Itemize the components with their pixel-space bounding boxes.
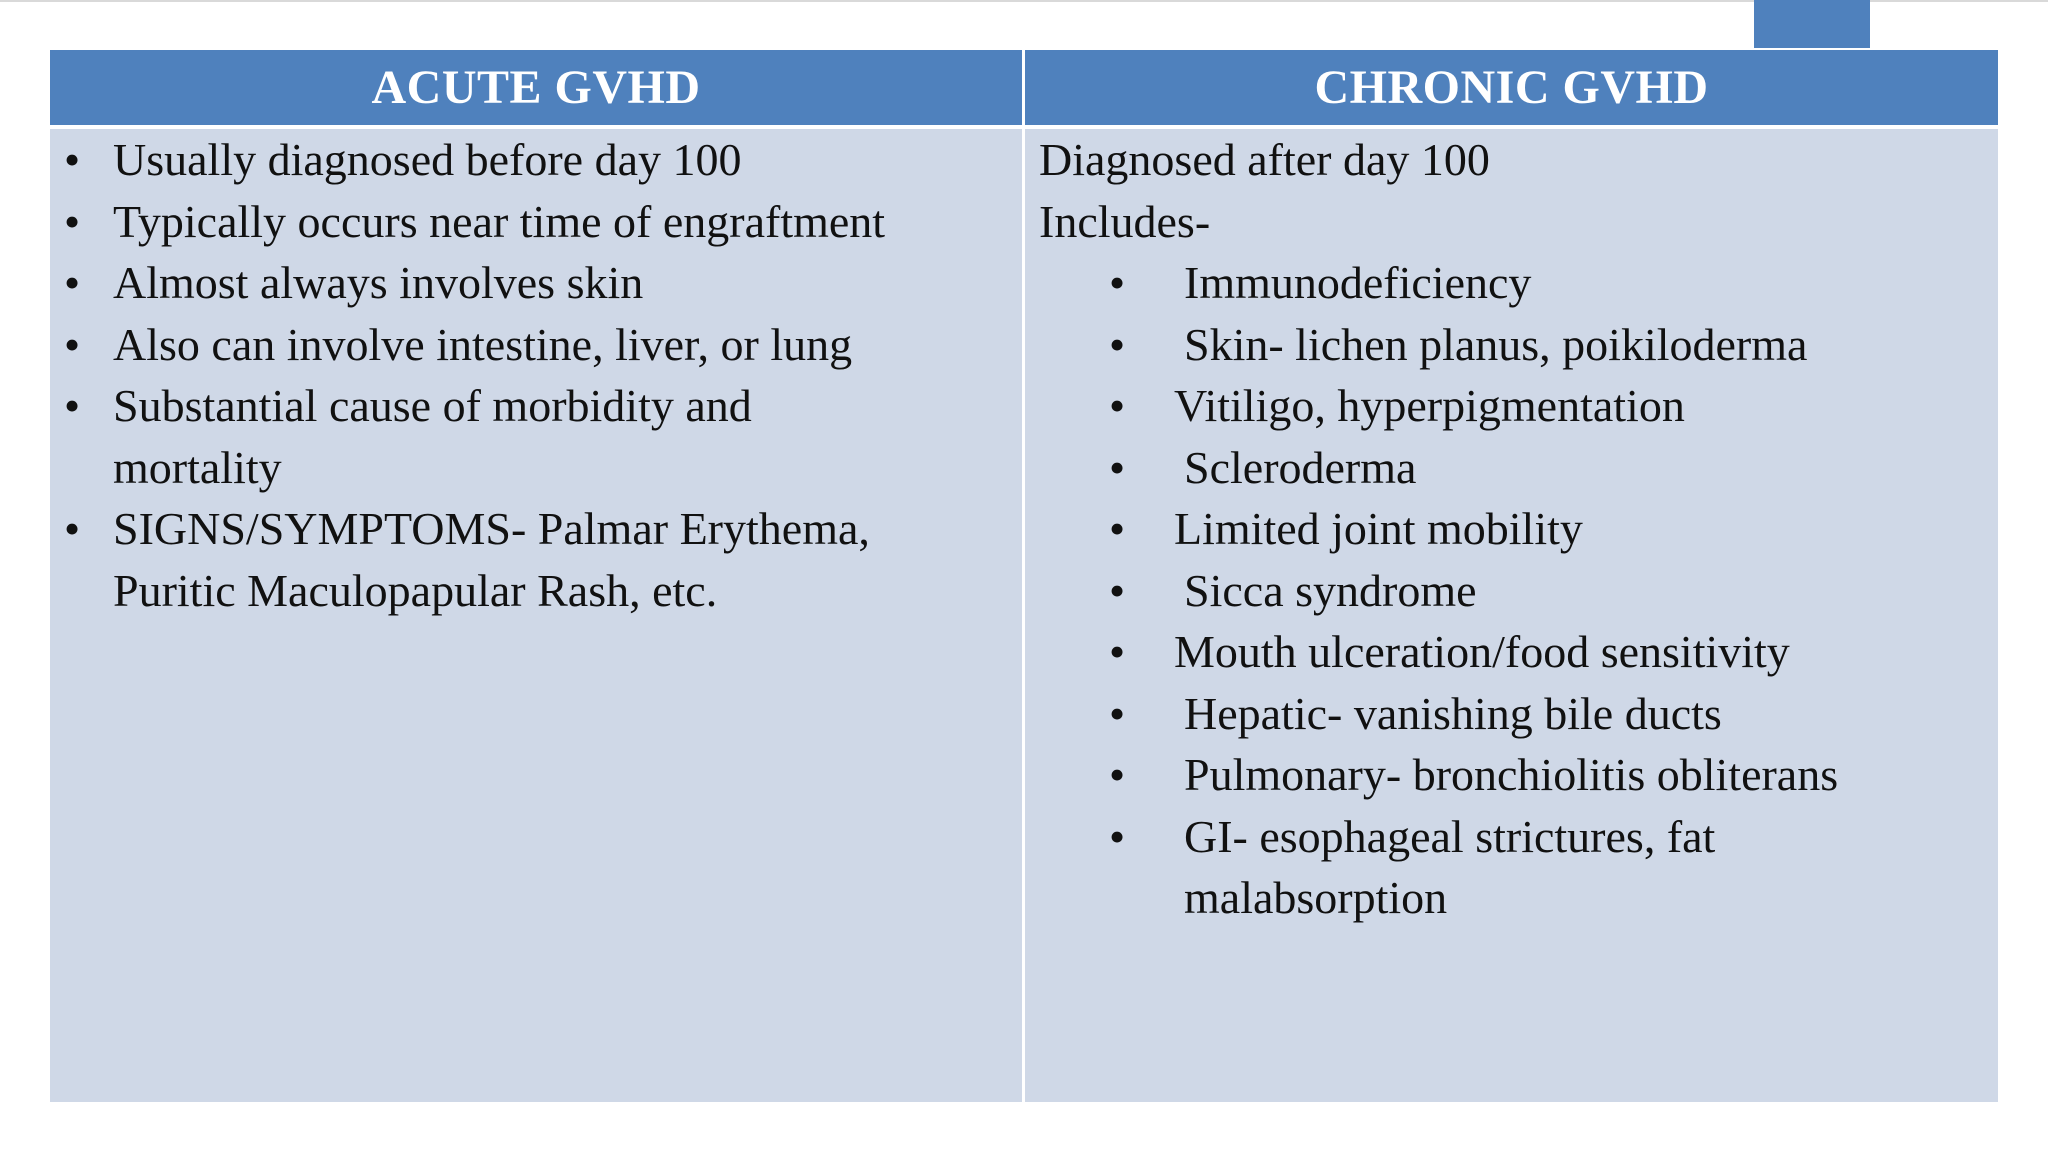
acute-list-item: • Substantial cause of morbidity and mortality [64, 375, 1022, 498]
bullet-icon: • [64, 195, 81, 247]
chronic-list-item: • Limited joint mobility [1039, 498, 1998, 560]
acute-list-item: • Almost always involves skin [64, 252, 1022, 314]
chronic-list-item: • Hepatic- vanishing bile ducts [1039, 683, 1998, 745]
header-chronic-gvhd: CHRONIC GVHD [1025, 50, 1998, 125]
comparison-table [50, 50, 1998, 1102]
chronic-intro [1039, 129, 1998, 252]
top-divider [0, 0, 2048, 2]
corner-accent-tab [1754, 0, 1870, 48]
chronic-list-item: • Skin- lichen planus, poikiloderma [1039, 314, 1998, 376]
bullet-icon: • [1109, 564, 1126, 616]
header-acute-gvhd: ACUTE GVHD [50, 50, 1022, 125]
acute-gvhd-list [64, 129, 1022, 621]
acute-list-item: • Usually diagnosed before day 100 [64, 129, 1022, 191]
bullet-icon: • [64, 257, 81, 308]
chronic-list-item: • Vitiligo, hyperpigmentation [1039, 375, 1998, 437]
bullet-icon: • [1109, 749, 1126, 800]
bullet-icon: • [1109, 626, 1126, 677]
bullet-icon: • [64, 503, 81, 554]
bullet-icon: • [64, 318, 81, 370]
acute-gvhd-cell [50, 129, 1022, 1102]
acute-list-item: • Also can involve intestine, liver, or lung [64, 314, 1022, 376]
bullet-icon: • [64, 380, 81, 431]
acute-list-item: • SIGNS/SYMPTOMS- Palmar Erythema, Puritic Maculopapular Rash, etc. [64, 498, 1022, 621]
chronic-list-item: • Immunodeficiency [1039, 252, 1998, 314]
chronic-gvhd-cell [1025, 129, 1998, 1102]
chronic-intro-line: Includes- [1039, 195, 1211, 247]
bullet-icon: • [1109, 318, 1126, 370]
chronic-list-item: • Sicca syndrome [1039, 560, 1998, 622]
chronic-gvhd-list [1039, 252, 1998, 929]
bullet-icon: • [64, 134, 81, 185]
bullet-icon: • [1109, 687, 1126, 739]
bullet-icon: • [1109, 380, 1126, 431]
chronic-list-item: • GI- esophageal strictures, fat malabsorption [1039, 806, 1998, 929]
chronic-list-item: • Mouth ulceration/food sensitivity [1039, 621, 1998, 683]
bullet-icon: • [1109, 257, 1126, 308]
bullet-icon: • [1109, 810, 1126, 862]
acute-list-item: • Typically occurs near time of engraftment [64, 191, 1022, 253]
bullet-icon: • [1109, 503, 1126, 554]
bullet-icon: • [1109, 441, 1126, 493]
chronic-list-item: • Pulmonary- bronchiolitis obliterans [1039, 744, 1998, 806]
chronic-list-item: • Scleroderma [1039, 437, 1998, 499]
chronic-intro-line: Diagnosed after day 100 [1039, 134, 1490, 185]
